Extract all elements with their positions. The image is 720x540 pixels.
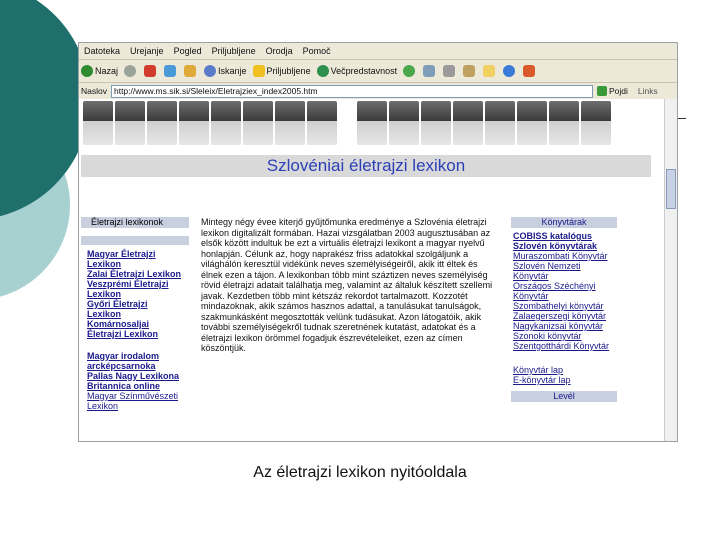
menu-bar <box>79 43 677 60</box>
favorites-button[interactable] <box>253 65 311 77</box>
sidebar-link[interactable]: Győri Életrajzi <box>87 299 148 309</box>
portrait-image <box>517 101 547 145</box>
spacer <box>511 351 617 365</box>
library-link[interactable]: Könyvtár <box>513 271 549 281</box>
sidebar-link[interactable]: Zalai Életrajzi Lexikon <box>87 269 182 279</box>
decorative-circle-dark <box>0 0 90 220</box>
page-title: Szlovéniai életrajzi lexikon <box>81 155 651 177</box>
scrollbar-thumb[interactable] <box>666 169 676 209</box>
mail-button[interactable] <box>423 65 437 77</box>
stop-icon <box>144 65 156 77</box>
library-link[interactable]: Muraszombati Könyvtár <box>513 251 608 261</box>
slide-caption: Az életrajzi lexikon nyitóoldala <box>253 464 467 481</box>
address-bar <box>79 83 677 100</box>
library-link[interactable]: Szlovén Nemzeti <box>513 261 581 271</box>
star-icon <box>253 65 265 77</box>
refresh-button[interactable] <box>164 65 178 77</box>
forward-arrow-icon <box>124 65 136 77</box>
links-label[interactable]: Links <box>637 86 658 96</box>
library-page-link[interactable]: Könyvtár lap <box>513 365 564 375</box>
favorites-label: Priljubljene <box>266 66 311 76</box>
go-button[interactable] <box>597 86 628 96</box>
history-button[interactable] <box>403 65 417 77</box>
sidebar-link[interactable]: Életrajzi Lexikon <box>87 329 159 339</box>
menu-help[interactable]: Pomoč <box>302 46 331 56</box>
ebook-library-link[interactable]: E-könyvtár lap <box>513 375 571 385</box>
folder-icon <box>483 65 495 77</box>
portrait-image <box>549 101 579 145</box>
msn-button[interactable] <box>523 65 537 77</box>
library-link[interactable]: Szentgotthárdi Könyvtár <box>513 341 610 351</box>
library-link[interactable]: Nagykanizsai könyvtár <box>513 321 604 331</box>
toolbar <box>79 60 677 83</box>
portrait-image <box>485 101 515 145</box>
go-label: Pojdi <box>608 86 628 96</box>
sidebar-link[interactable]: Lexikon <box>87 309 122 319</box>
spacer <box>81 339 189 351</box>
forward-button[interactable] <box>124 65 138 77</box>
history-icon <box>403 65 415 77</box>
portrait-image <box>357 101 387 145</box>
sidebar-link[interactable]: Veszprémi Életrajzi <box>87 279 169 289</box>
left-sidebar-heading: Életrajzi lexikonok <box>81 217 189 228</box>
library-link[interactable]: Szonoki könyvtár <box>513 331 582 341</box>
portrait-image <box>147 101 177 145</box>
back-button[interactable] <box>81 65 118 77</box>
stop-button[interactable] <box>144 65 158 77</box>
menu-file[interactable]: Datoteka <box>84 46 121 56</box>
media-label: Večpredstavnost <box>330 66 398 76</box>
print-icon <box>443 65 455 77</box>
sidebar-link[interactable]: Lexikon <box>87 259 122 269</box>
intro-paragraph: Mintegy négy évee kiterjő gyűjtőmunka eredménye a Szlovénia életrajzi lexikon digitalizált formában. Hazai vizsgálatban 2003 augusztusában az elsők között indultuk be ezt a virtuális életrajzi lexikont a magyar nyelvű honlapján. Célunk az, hogy naprakész friss adatokkal szolgáljunk a világhálón keresztül vidékünk neves személyiségeiről, akik itt éltek és élnek ezen a tájon. A lexikonban több mint száztizen neves személyiség rövid életrajzi adatait találhatja meg, valamint az általuk készített szellemi javak. Kezdetben több mint kétszáz rekordot tartalmazott. Kozzotét mindazoknak, akik számos hasznos adattal, a tanulásukat tanulságok, szakmunkásként megosztották velünk tudásukat. Azon látogatóik, akik további személyiségekről tudnak szeretnének kutatást, adatokat és a életrajzi lexikon örömmel fogadjuk észrevételeiket, ezen az címen köszöntjük. <box>201 217 493 353</box>
media-button[interactable] <box>317 65 398 77</box>
home-icon <box>184 65 196 77</box>
menu-edit[interactable]: Urejanje <box>130 46 164 56</box>
edit-button[interactable] <box>463 65 477 77</box>
address-label: Naslov <box>81 86 107 96</box>
globe-button[interactable] <box>503 65 517 77</box>
web-page <box>79 99 667 442</box>
menu-tools[interactable]: Orodja <box>265 46 293 56</box>
sidebar-link[interactable]: arcképcsarnoka <box>87 361 156 371</box>
sidebar-link[interactable]: Magyar Életrajzi <box>87 249 156 259</box>
menu-favorites[interactable]: Priljubljene <box>211 46 256 56</box>
portrait-strip <box>83 101 613 145</box>
portrait-image <box>389 101 419 145</box>
edit-icon <box>463 65 475 77</box>
search-icon <box>204 65 216 77</box>
go-arrow-icon <box>597 86 607 96</box>
portrait-image <box>211 101 241 145</box>
decorative-tick <box>678 118 686 119</box>
search-button[interactable] <box>204 65 247 77</box>
mail-link[interactable]: Levél <box>511 391 617 402</box>
library-link[interactable]: COBISS katalógus <box>513 231 593 241</box>
portrait-image <box>275 101 305 145</box>
search-label: Iskanje <box>218 66 247 76</box>
globe-icon <box>503 65 515 77</box>
back-arrow-icon <box>81 65 93 77</box>
portrait-image <box>115 101 145 145</box>
portrait-image <box>179 101 209 145</box>
portrait-image <box>581 101 611 145</box>
refresh-icon <box>164 65 176 77</box>
vertical-scrollbar[interactable] <box>664 99 677 442</box>
portrait-image <box>83 101 113 145</box>
menu-view[interactable]: Pogled <box>173 46 202 56</box>
left-sidebar-bar <box>81 236 189 245</box>
media-icon <box>317 65 329 77</box>
library-link[interactable]: Szlovén könyvtárak <box>513 241 598 251</box>
sidebar-link[interactable]: Britannica online <box>87 381 161 391</box>
sidebar-link[interactable]: Magyar irodalom <box>87 351 160 361</box>
sidebar-link[interactable]: Magyar Színművészeti <box>87 391 179 401</box>
back-label: Nazaj <box>95 66 119 76</box>
url-text: http://www.ms.sik.si/Sleleix/Eletrajziex_index2005.htm <box>113 85 318 96</box>
portrait-image <box>307 101 337 145</box>
portrait-image <box>243 101 273 145</box>
library-link[interactable]: Szombathelyi könyvtár <box>513 301 604 311</box>
sidebar-link[interactable]: Lexikon <box>87 401 119 411</box>
url-field[interactable] <box>111 85 593 98</box>
home-button[interactable] <box>184 65 198 77</box>
portrait-image <box>453 101 483 145</box>
library-link[interactable]: Zalaegerszegi könyvtár <box>513 311 607 321</box>
right-sidebar-heading: Könyvtárak <box>511 217 617 228</box>
browser-screenshot <box>78 42 678 442</box>
mail-icon <box>423 65 435 77</box>
folder-button[interactable] <box>483 65 497 77</box>
messenger-icon <box>523 65 535 77</box>
sidebar-link[interactable]: Pallas Nagy Lexikona <box>87 371 180 381</box>
library-link[interactable]: Országos Széchényi <box>513 281 596 291</box>
portrait-image <box>421 101 451 145</box>
sidebar-link[interactable]: Lexikon <box>87 289 122 299</box>
print-button[interactable] <box>443 65 457 77</box>
right-sidebar <box>511 217 617 402</box>
left-sidebar <box>81 217 189 411</box>
sidebar-link[interactable]: Komárnosaljai <box>87 319 150 329</box>
library-link[interactable]: Könyvtár <box>513 291 549 301</box>
